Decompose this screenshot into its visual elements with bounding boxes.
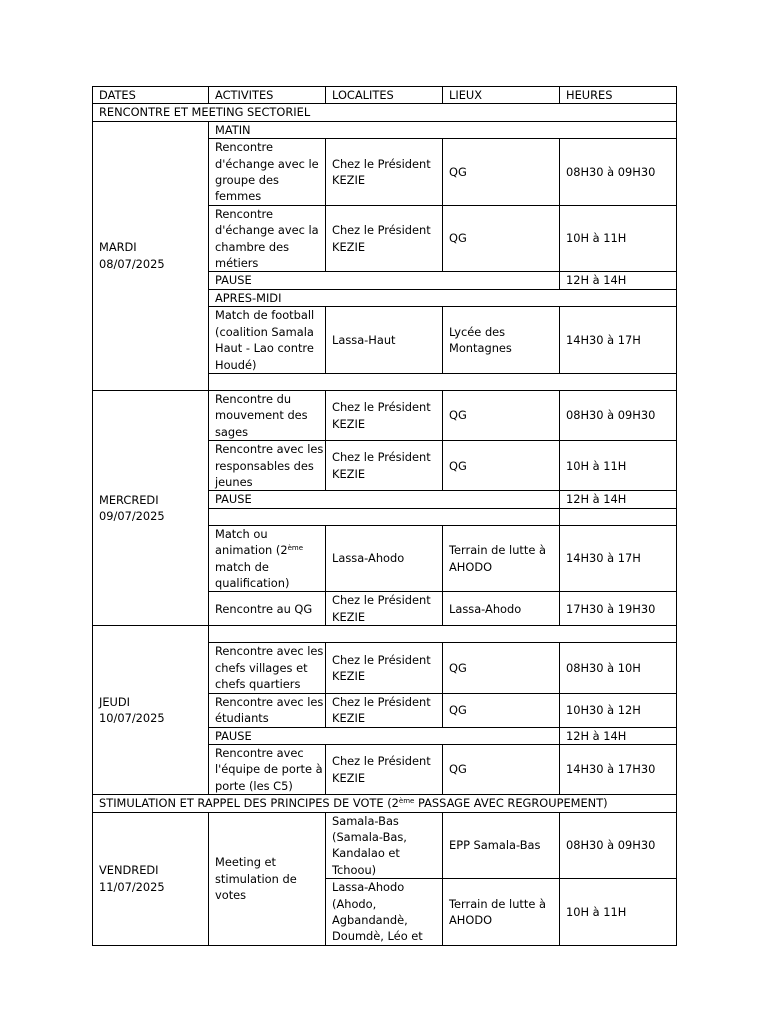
time-cell: 12H à 14H [560, 727, 677, 744]
time-cell: 10H à 11H [560, 441, 677, 491]
place-cell: QG [443, 745, 560, 795]
locality-cell: Chez le Président KEZIE [326, 205, 443, 272]
section-title [93, 795, 677, 812]
time-cell: 08H30 à 10H [560, 643, 677, 693]
locality-cell: Chez le Président KEZIE [326, 745, 443, 795]
place-cell: EPP Samala-Bas [443, 812, 560, 879]
activity-cell [209, 525, 326, 592]
time-cell: 10H à 11H [560, 205, 677, 272]
activity-cell: Rencontre d'échange avec la chambre des métiers [209, 205, 326, 272]
section-text: PASSAGE AVEC REGROUPEMENT) [414, 796, 608, 811]
activity-cell: Rencontre d'échange avec le groupe des femmes [209, 139, 326, 206]
time-cell: 14H30 à 17H [560, 307, 677, 374]
table-row [93, 121, 677, 138]
pause-label: PAUSE [209, 272, 560, 289]
time-cell: 14H30 à 17H30 [560, 745, 677, 795]
date-cell-vendredi [93, 812, 209, 945]
activity-text: match de qualification) [215, 559, 290, 590]
section-title: RENCONTRE ET MEETING SECTORIEL [93, 104, 677, 121]
date-value: 09/07/2025 [99, 509, 165, 524]
locality-cell: Chez le Président KEZIE [326, 390, 443, 440]
activity-cell: Rencontre avec les chefs villages et chefs quartiers [209, 643, 326, 693]
empty-cell [560, 508, 677, 525]
time-cell: 12H à 14H [560, 272, 677, 289]
header-localites: LOCALITES [326, 87, 443, 104]
locality-cell: Chez le Président KEZIE [326, 592, 443, 626]
place-cell: Terrain de lutte à AHODO [443, 525, 560, 592]
place-cell: QG [443, 390, 560, 440]
locality-cell: Chez le Président KEZIE [326, 643, 443, 693]
activity-cell: Rencontre du mouvement des sages [209, 390, 326, 440]
header-lieux: LIEUX [443, 87, 560, 104]
date-value: 08/07/2025 [99, 256, 165, 271]
time-cell: 08H30 à 09H30 [560, 812, 677, 879]
date-value: 11/07/2025 [99, 879, 165, 894]
section-row [93, 795, 677, 812]
date-day: JEUDI [99, 694, 131, 709]
locality-cell: Chez le Président KEZIE [326, 139, 443, 206]
locality-cell: Samala-Bas (Samala-Bas, Kandalao et Tchoou) [326, 812, 443, 879]
date-cell-jeudi [93, 626, 209, 795]
activity-cell: Rencontre au QG [209, 592, 326, 626]
time-cell: 08H30 à 09H30 [560, 390, 677, 440]
time-cell: 10H30 à 12H [560, 693, 677, 727]
date-cell-mardi [93, 121, 209, 390]
locality-cell: Lassa-Ahodo [326, 525, 443, 592]
pause-label: PAUSE [209, 727, 560, 744]
locality-cell: Chez le Président KEZIE [326, 441, 443, 491]
table-row [93, 390, 677, 440]
date-day: VENDREDI [99, 863, 159, 878]
time-cell: 08H30 à 09H30 [560, 139, 677, 206]
header-row [93, 87, 677, 104]
superscript: ème [398, 797, 415, 806]
time-cell: 10H à 11H [560, 879, 677, 946]
activity-cell: Rencontre avec les responsables des jeunes [209, 441, 326, 491]
empty-cell [209, 508, 560, 525]
place-cell: QG [443, 139, 560, 206]
header-dates: DATES [93, 87, 209, 104]
place-cell: QG [443, 693, 560, 727]
superscript: ème [287, 544, 304, 553]
spacer-row [93, 626, 677, 643]
header-activites: ACTIVITES [209, 87, 326, 104]
pause-label: PAUSE [209, 491, 560, 508]
place-cell: QG [443, 441, 560, 491]
activity-cell: Rencontre avec l'équipe de porte à porte (les C5) [209, 745, 326, 795]
locality-cell: Lassa-Ahodo (Ahodo, Agbandandè, Doumdè, Léo et [326, 879, 443, 946]
place-cell: QG [443, 205, 560, 272]
section-text: STIMULATION ET RAPPEL DES PRINCIPES DE VOTE (2 [99, 796, 399, 811]
schedule-table [92, 86, 677, 946]
time-cell: 12H à 14H [560, 491, 677, 508]
activity-text: Match ou animation (2 [215, 526, 288, 558]
place-cell: Terrain de lutte à AHODO [443, 879, 560, 946]
date-cell-mercredi [93, 390, 209, 625]
time-cell: 14H30 à 17H [560, 525, 677, 592]
activity-cell: Rencontre avec les étudiants [209, 693, 326, 727]
locality-cell: Lassa-Haut [326, 307, 443, 374]
empty-cell [209, 626, 677, 643]
place-cell: QG [443, 643, 560, 693]
date-day: MERCREDI [99, 492, 159, 507]
activity-cell: Meeting et stimulation de votes [209, 812, 326, 945]
place-cell: Lassa-Ahodo [443, 592, 560, 626]
section-row [93, 104, 677, 121]
place-cell: Lycée des Montagnes [443, 307, 560, 374]
period-label: MATIN [209, 121, 677, 138]
locality-cell: Chez le Président KEZIE [326, 693, 443, 727]
header-heures: HEURES [560, 87, 677, 104]
date-value: 10/07/2025 [99, 711, 165, 726]
time-cell: 17H30 à 19H30 [560, 592, 677, 626]
table-row [93, 812, 677, 879]
period-label: APRES-MIDI [209, 289, 677, 306]
activity-cell: Match de football (coalition Samala Haut - Lao contre Houdé) [209, 307, 326, 374]
date-day: MARDI [99, 240, 137, 255]
empty-cell [209, 373, 677, 390]
